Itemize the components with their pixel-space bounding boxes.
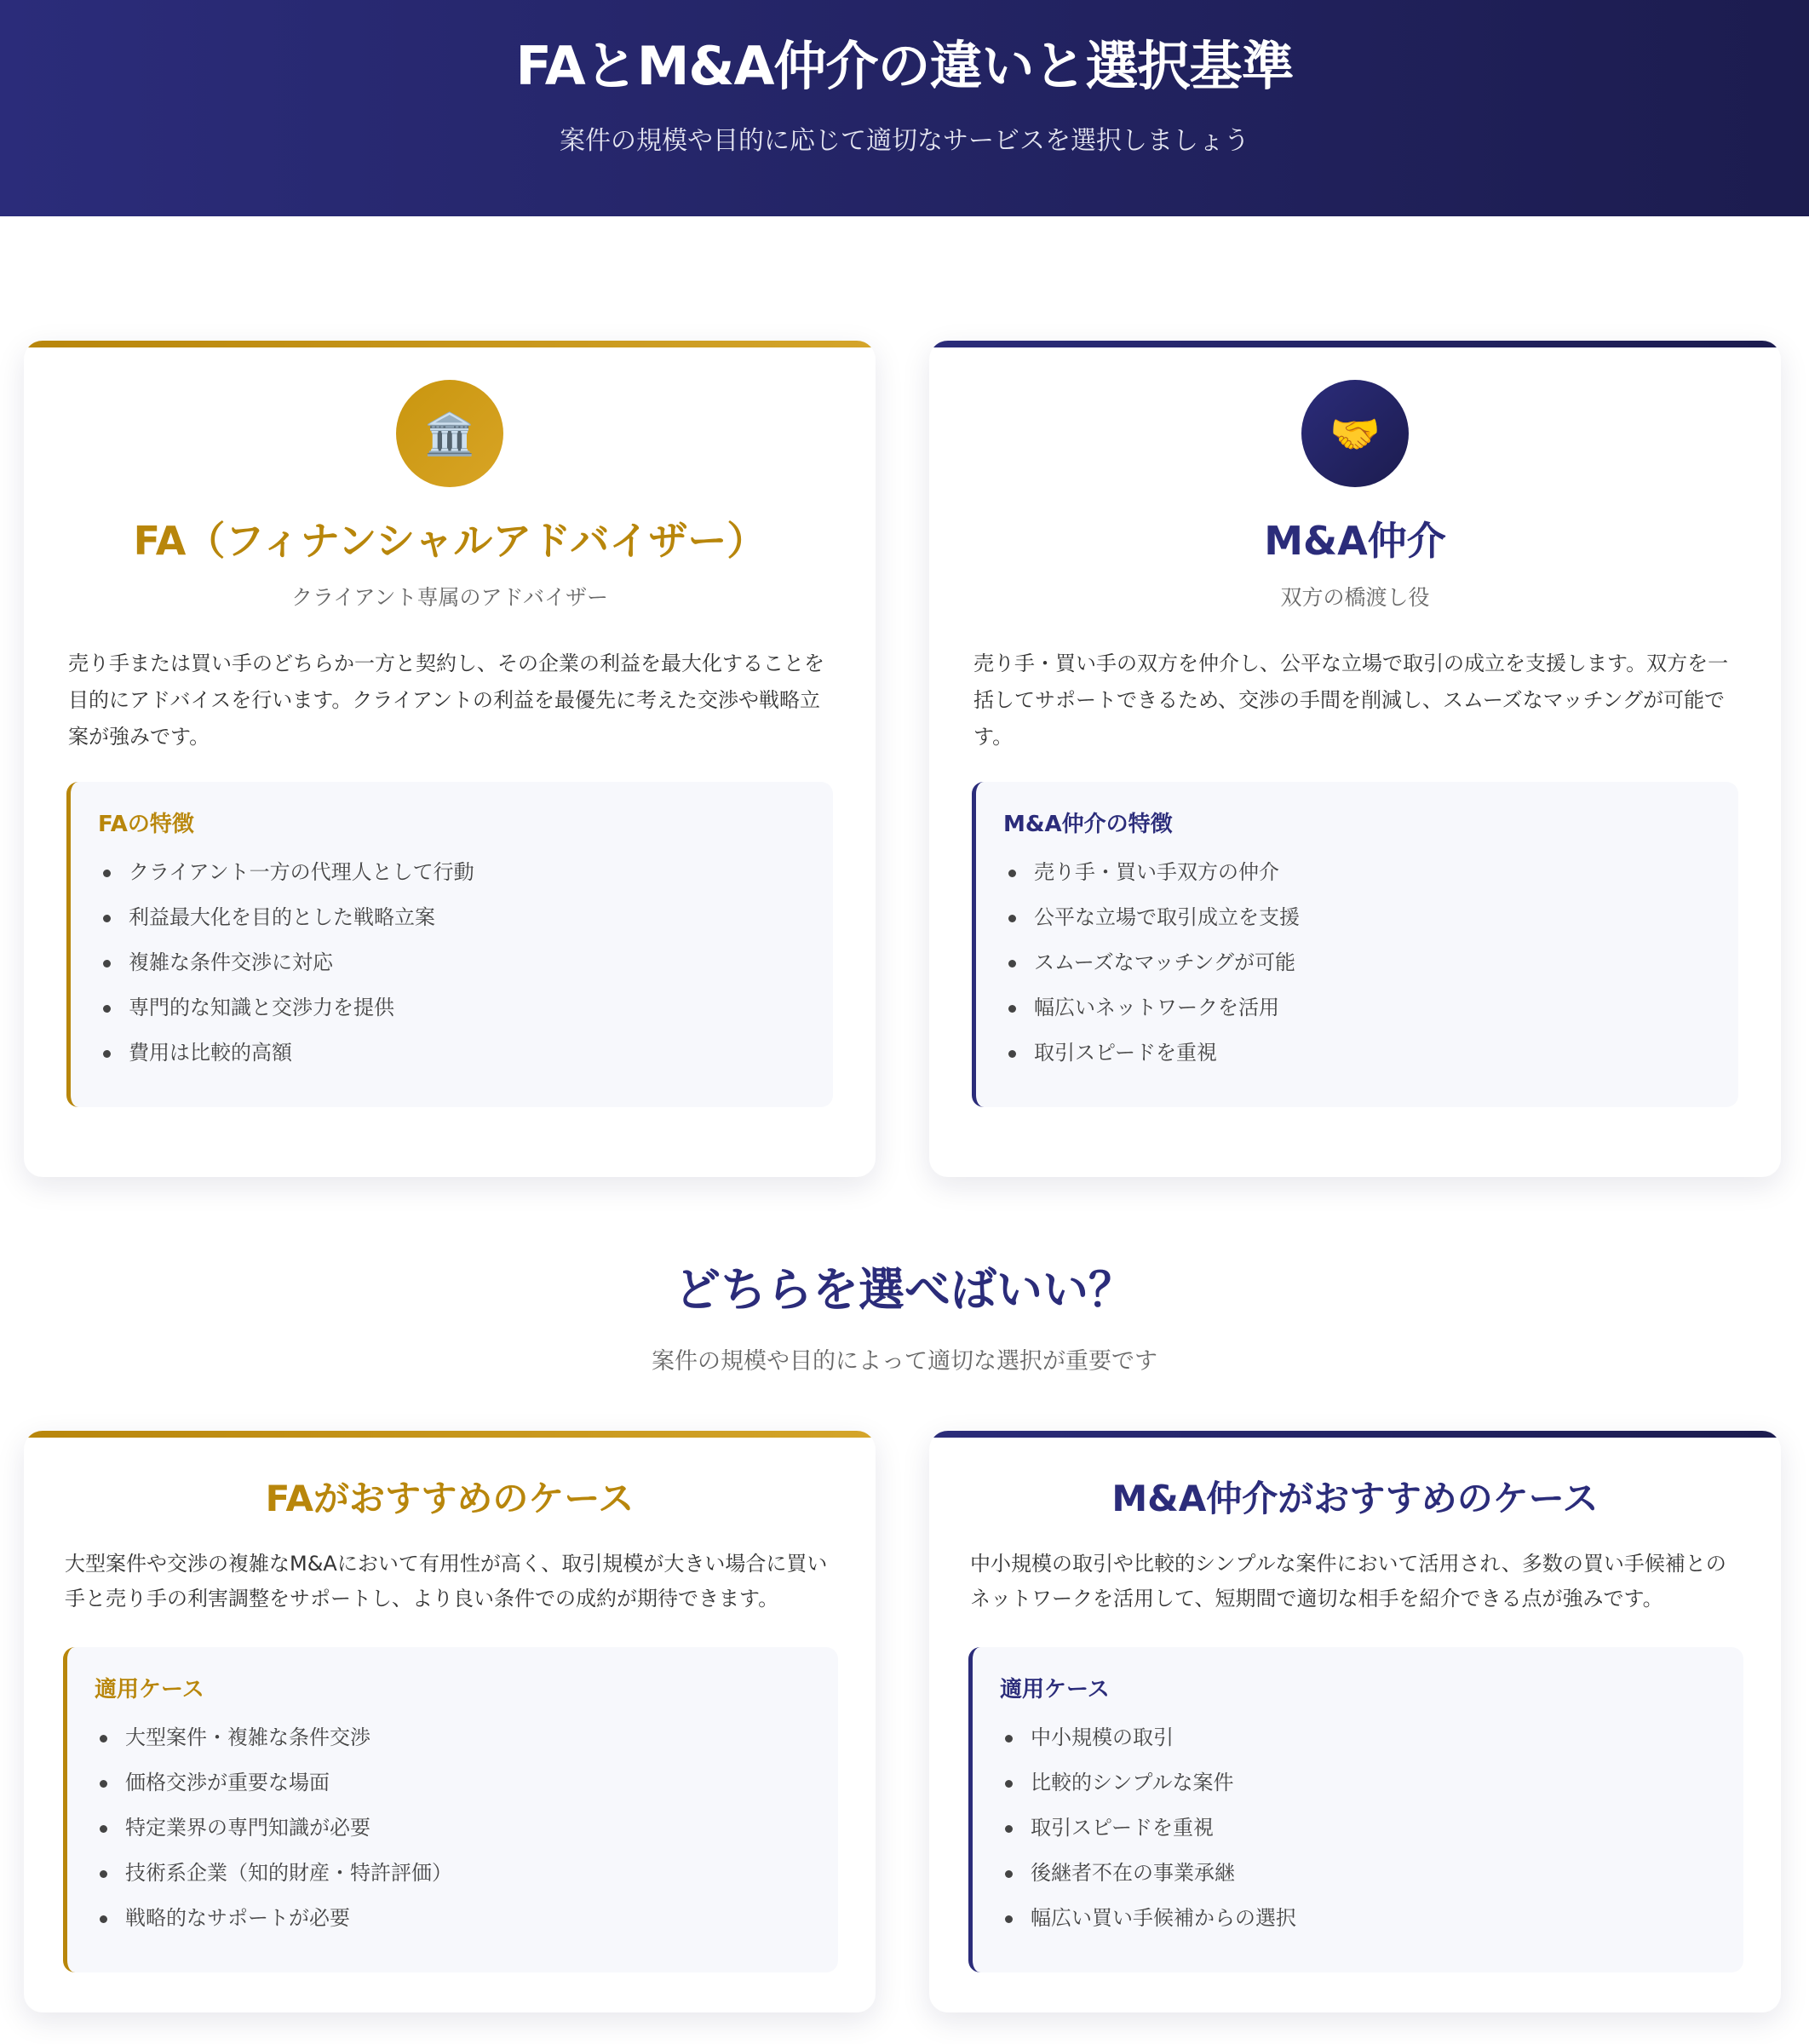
fa-case-card bbox=[24, 1431, 876, 2012]
list-item: スムーズなマッチングが可能 bbox=[1003, 947, 1300, 992]
list-item: 技術系企業（知的財産・特許評価） bbox=[95, 1857, 452, 1903]
list-item: 戦略的なサポートが必要 bbox=[95, 1903, 452, 1948]
list-item: 売り手・買い手双方の仲介 bbox=[1003, 857, 1300, 902]
list-item: 複雑な条件交渉に対応 bbox=[98, 947, 474, 992]
ma-case-title: M&A仲介がおすすめのケース bbox=[1111, 1478, 1599, 1519]
fa-card bbox=[24, 341, 876, 1177]
ma-case-description: 中小規模の取引や比較的シンプルな案件において活用され、多数の買い手候補とのネットワークを活用して、短期間で適切な相手を紹介できる点が強みです。 bbox=[970, 1552, 1726, 1611]
list-item: 後継者不在の事業承継 bbox=[1000, 1857, 1296, 1903]
ma-cases-list bbox=[1000, 1722, 1296, 1948]
ma-card bbox=[929, 341, 1781, 1177]
list-item: 利益最大化を目的とした戦略立案 bbox=[98, 902, 474, 947]
ma-case-card bbox=[929, 1431, 1781, 2012]
fa-card-subtitle: クライアント専属のアドバイザー bbox=[290, 585, 608, 610]
fa-case-title: FAがおすすめのケース bbox=[265, 1478, 635, 1519]
ma-card-description: 売り手・買い手の双方を仲介し、公平な立場で取引の成立を支援します。双方を一括してサポートできるため、交渉の手間を削減し、スムーズなマッチングが可能です。 bbox=[973, 652, 1729, 749]
page-title: FAとM&A仲介の違いと選択基準 bbox=[515, 35, 1294, 97]
fa-case-description: 大型案件や交渉の複雑なM&Aにおいて有用性が高く、取引規模が大きい場合に買い手と売り手の利害調整をサポートし、より良い条件での成約が期待できます。 bbox=[65, 1552, 828, 1611]
list-item: 取引スピードを重視 bbox=[1003, 1037, 1300, 1082]
fa-cases-box bbox=[63, 1647, 838, 1972]
ma-card-title: M&A仲介 bbox=[1264, 518, 1446, 564]
list-item: 専門的な知識と交渉力を提供 bbox=[98, 992, 474, 1037]
list-item: 費用は比較的高額 bbox=[98, 1037, 474, 1082]
fa-card-description: 売り手または買い手のどちらか一方と契約し、その企業の利益を最大化することを目的にアドバイスを行います。クライアントの利益を最優先に考えた交渉や戦略立案が強みです。 bbox=[68, 652, 824, 749]
ma-case-accent-bar bbox=[929, 1431, 1781, 1438]
ma-card-subtitle: 双方の橋渡し役 bbox=[1280, 585, 1430, 610]
ma-cases-box bbox=[968, 1647, 1743, 1972]
fa-features-list bbox=[98, 857, 474, 1082]
list-item: 価格交渉が重要な場面 bbox=[95, 1767, 452, 1812]
fa-card-accent-bar bbox=[24, 341, 876, 347]
list-item: 大型案件・複雑な条件交渉 bbox=[95, 1722, 452, 1767]
list-item: 公平な立場で取引成立を支援 bbox=[1003, 902, 1300, 947]
list-item: 中小規模の取引 bbox=[1000, 1722, 1296, 1767]
ma-features-title: M&A仲介の特徴 bbox=[1003, 812, 1173, 837]
fa-case-accent-bar bbox=[24, 1431, 876, 1438]
page-subtitle: 案件の規模や目的に応じて適切なサービスを選択しましょう bbox=[560, 126, 1249, 156]
fa-cases-list bbox=[95, 1722, 452, 1948]
fa-features-title: FAの特徴 bbox=[98, 812, 194, 837]
ma-features-box bbox=[972, 782, 1738, 1107]
fa-features-box bbox=[66, 782, 833, 1107]
handshake-icon: 🤝 bbox=[1301, 380, 1409, 487]
fa-cases-title: 適用ケース bbox=[95, 1677, 204, 1702]
ma-card-accent-bar bbox=[929, 341, 1781, 347]
list-item: クライアント一方の代理人として行動 bbox=[98, 857, 474, 902]
fa-card-title: FA（フィナンシャルアドバイザー） bbox=[133, 518, 767, 564]
ma-features-list bbox=[1003, 857, 1300, 1082]
section-title: どちらを選べばいい？ bbox=[675, 1263, 1134, 1317]
page-header bbox=[0, 0, 1809, 216]
list-item: 幅広い買い手候補からの選択 bbox=[1000, 1903, 1296, 1948]
bank-building-icon: 🏛️ bbox=[396, 380, 503, 487]
list-item: 特定業界の専門知識が必要 bbox=[95, 1812, 452, 1857]
list-item: 幅広いネットワークを活用 bbox=[1003, 992, 1300, 1037]
section-subtitle: 案件の規模や目的によって適切な選択が重要です bbox=[652, 1348, 1157, 1375]
list-item: 取引スピードを重視 bbox=[1000, 1812, 1296, 1857]
ma-cases-title: 適用ケース bbox=[1000, 1677, 1110, 1702]
list-item: 比較的シンプルな案件 bbox=[1000, 1767, 1296, 1812]
